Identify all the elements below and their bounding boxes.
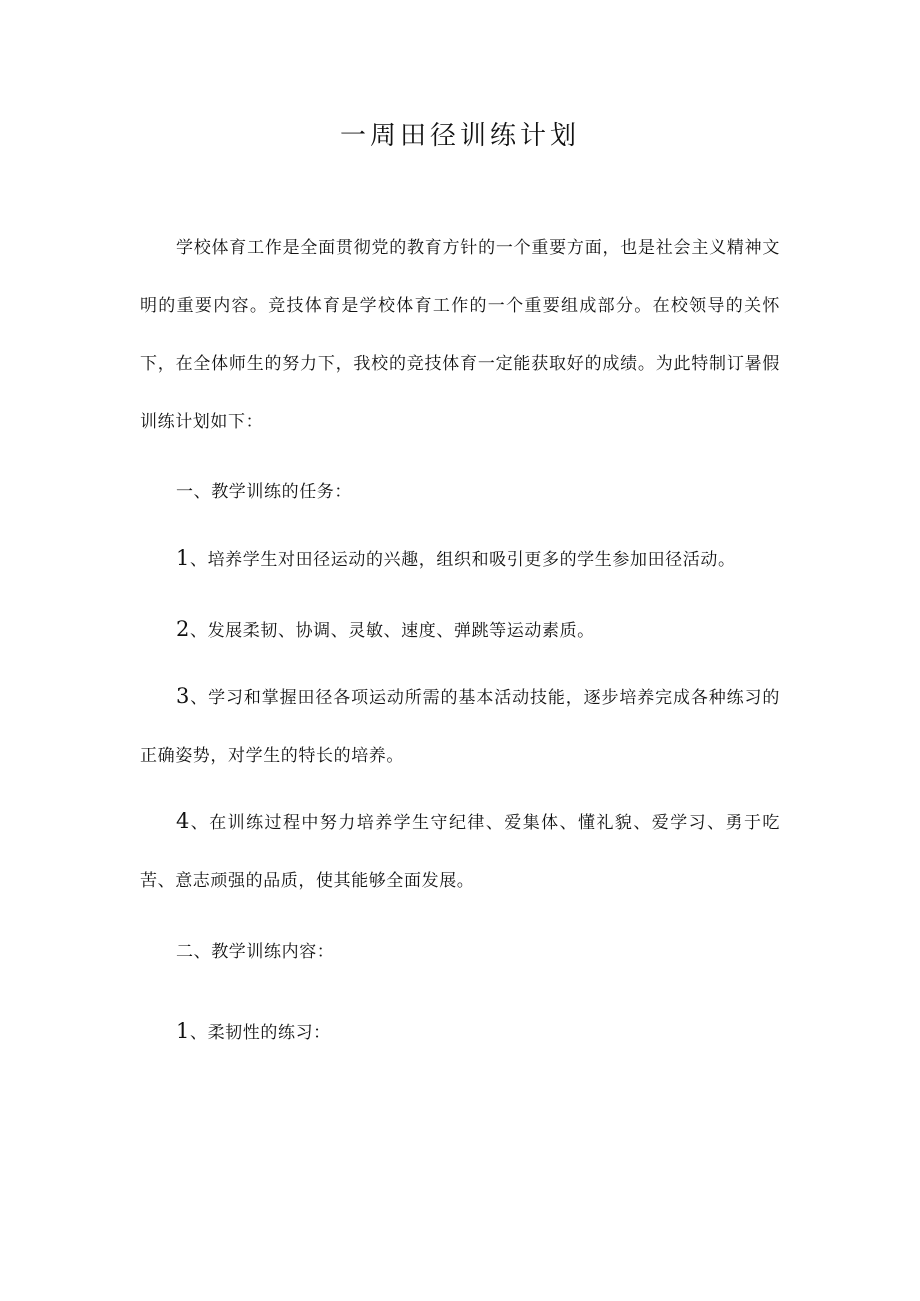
section-1-item-4	[140, 792, 780, 910]
section-2-item-1	[140, 1002, 780, 1062]
item-number: 2	[176, 617, 190, 641]
document-title: 一周田径训练计划	[339, 121, 580, 151]
item-text: 、培养学生对田径运动的兴趣，组织和吸引更多的学生参加田径活动。	[189, 550, 736, 570]
item-number: 4	[176, 809, 190, 833]
intro-paragraph: 学校体育工作是全面贯彻党的教育方针的一个重要方面，也是社会主义精神文明的重要内容。竞技体育是学校体育工作的一个重要组成部分。在校领导的关怀下，在全体师生的努力下，我校的竞技体育一定能获取好的成绩。为此特制订暑假训练计划如下：	[140, 238, 780, 432]
section-2-heading: 二、教学训练内容：	[176, 942, 335, 962]
section-1-item-3	[140, 667, 780, 785]
section-1-heading: 一、教学训练的任务：	[176, 482, 352, 502]
item-number: 3	[176, 684, 190, 708]
item-number: 1	[176, 1019, 190, 1043]
item-text: 、柔韧性的练习：	[189, 1023, 331, 1043]
item-number: 1	[176, 546, 190, 570]
section-1-item-2	[140, 600, 780, 660]
item-text: 、发展柔韧、协调、灵敏、速度、弹跳等运动素质。	[189, 621, 595, 641]
item-text: 、在训练过程中努力培养学生守纪律、爱集体、懂礼貌、爱学习、勇于吃苦、意志顽强的品质，使其能够全面发展。	[140, 813, 780, 891]
item-text: 、学习和掌握田径各项运动所需的基本活动技能，逐步培养完成各种练习的正确姿势，对学生的特长的培养。	[140, 688, 780, 766]
section-1-item-1	[140, 529, 780, 589]
